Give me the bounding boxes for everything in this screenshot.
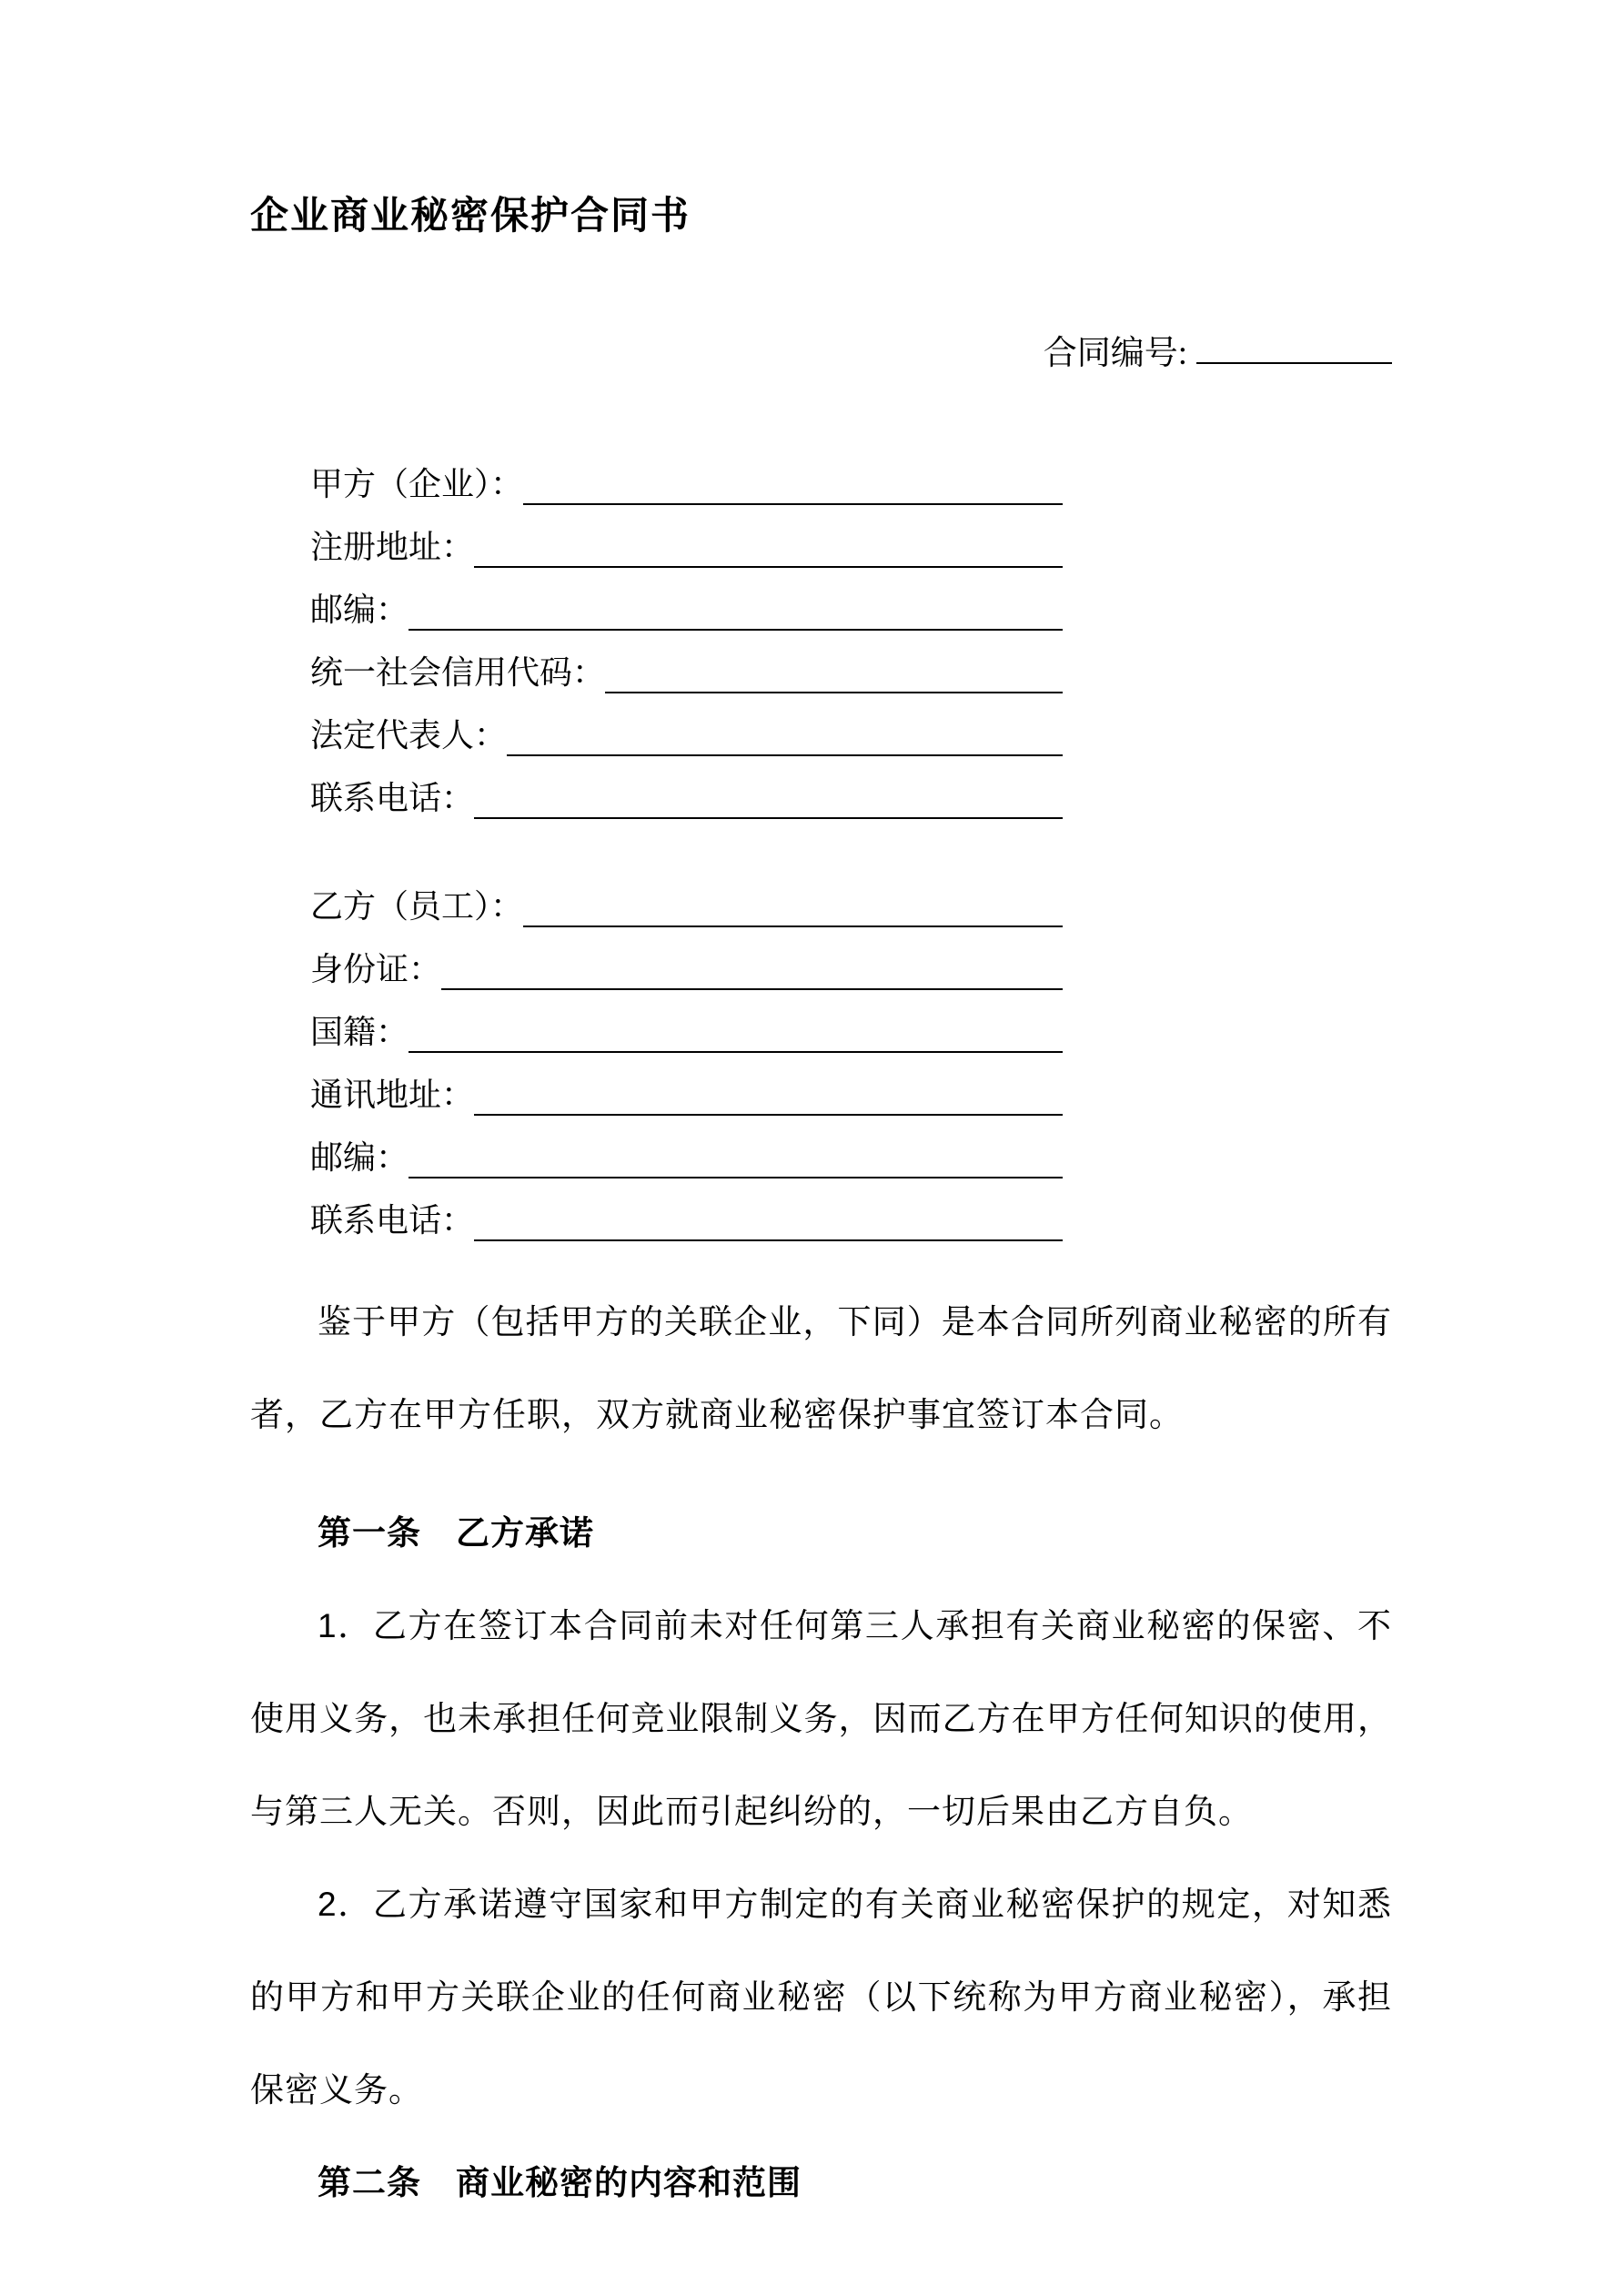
article-1-heading: 第一条 乙方承诺: [318, 1514, 594, 1552]
field-employee-name: [250, 865, 1063, 927]
contract-body: [250, 1276, 1392, 2230]
field-mailing-address-label: 通讯地址：: [310, 1076, 475, 1113]
field-nationality: [250, 990, 1063, 1053]
article-1-item-2: 2．乙方承诺遵守国家和甲方制定的有关商业秘密保护的规定，对知悉的甲方和甲方关联企业的任何商业秘密（以下统称为甲方商业秘密），承担保密义务。: [250, 1886, 1392, 2109]
field-credit-code-blank[interactable]: [605, 652, 1063, 693]
field-credit-code-label: 统一社会信用代码：: [310, 653, 606, 691]
field-party-a-postcode: [250, 568, 1063, 631]
field-party-b-phone: [250, 1178, 1063, 1241]
party-b-section: [250, 865, 1392, 1241]
field-party-b-phone-label: 联系电话：: [310, 1201, 475, 1239]
preamble-paragraph: 鉴于甲方（包括甲方的关联企业，下同）是本合同所列商业秘密的所有者，乙方在甲方任职，双方就商业秘密保护事宜签订本合同。: [250, 1303, 1392, 1433]
field-party-a-phone: [250, 756, 1063, 819]
field-party-b-postcode-label: 邮编：: [310, 1138, 409, 1176]
field-id-number-blank[interactable]: [441, 948, 1063, 990]
field-id-number: [250, 927, 1063, 990]
field-company-name-label: 甲方（企业）：: [310, 465, 524, 502]
field-nationality-blank[interactable]: [409, 1011, 1063, 1053]
section-spacer: [250, 819, 1392, 865]
field-registered-address-blank[interactable]: [474, 526, 1063, 568]
field-party-a-phone-label: 联系电话：: [310, 779, 475, 816]
field-id-number-label: 身份证：: [310, 950, 442, 987]
field-party-b-postcode-blank[interactable]: [409, 1137, 1063, 1178]
field-mailing-address: [250, 1053, 1063, 1116]
field-party-b-phone-blank[interactable]: [474, 1199, 1063, 1241]
article-1-item-1: 1．乙方在签订本合同前未对任何第三人承担有关商业秘密的保密、不使用义务，也未承担任何竞业限制义务，因而乙方在甲方任何知识的使用，与第三人无关。否则，因此而引起纠纷的，一切后果由乙方自负。: [250, 1607, 1392, 1830]
contract-number-line: [250, 328, 1392, 375]
article-2-heading: 第二条 商业秘密的内容和范围: [318, 2164, 802, 2201]
party-a-section: [250, 442, 1392, 819]
field-nationality-label: 国籍：: [310, 1013, 409, 1050]
contract-number-label: 合同编号:: [1043, 335, 1187, 372]
field-employee-name-blank[interactable]: [523, 885, 1063, 927]
field-registered-address-label: 注册地址：: [310, 528, 475, 565]
field-legal-representative: [250, 693, 1063, 756]
field-credit-code: [250, 631, 1063, 693]
field-party-a-postcode-blank[interactable]: [409, 589, 1063, 631]
field-company-name: [250, 442, 1063, 505]
field-party-b-postcode: [250, 1116, 1063, 1178]
document-title: 企业商业秘密保护合同书: [250, 196, 691, 238]
field-employee-name-label: 乙方（员工）：: [310, 887, 524, 925]
field-party-a-phone-blank[interactable]: [474, 777, 1063, 819]
field-legal-representative-label: 法定代表人：: [310, 716, 508, 754]
field-legal-representative-blank[interactable]: [507, 714, 1063, 756]
field-mailing-address-blank[interactable]: [474, 1074, 1063, 1116]
field-party-a-postcode-label: 邮编：: [310, 591, 409, 628]
contract-number-blank[interactable]: [1196, 328, 1392, 364]
field-company-name-blank[interactable]: [523, 463, 1063, 505]
field-registered-address: [250, 505, 1063, 568]
